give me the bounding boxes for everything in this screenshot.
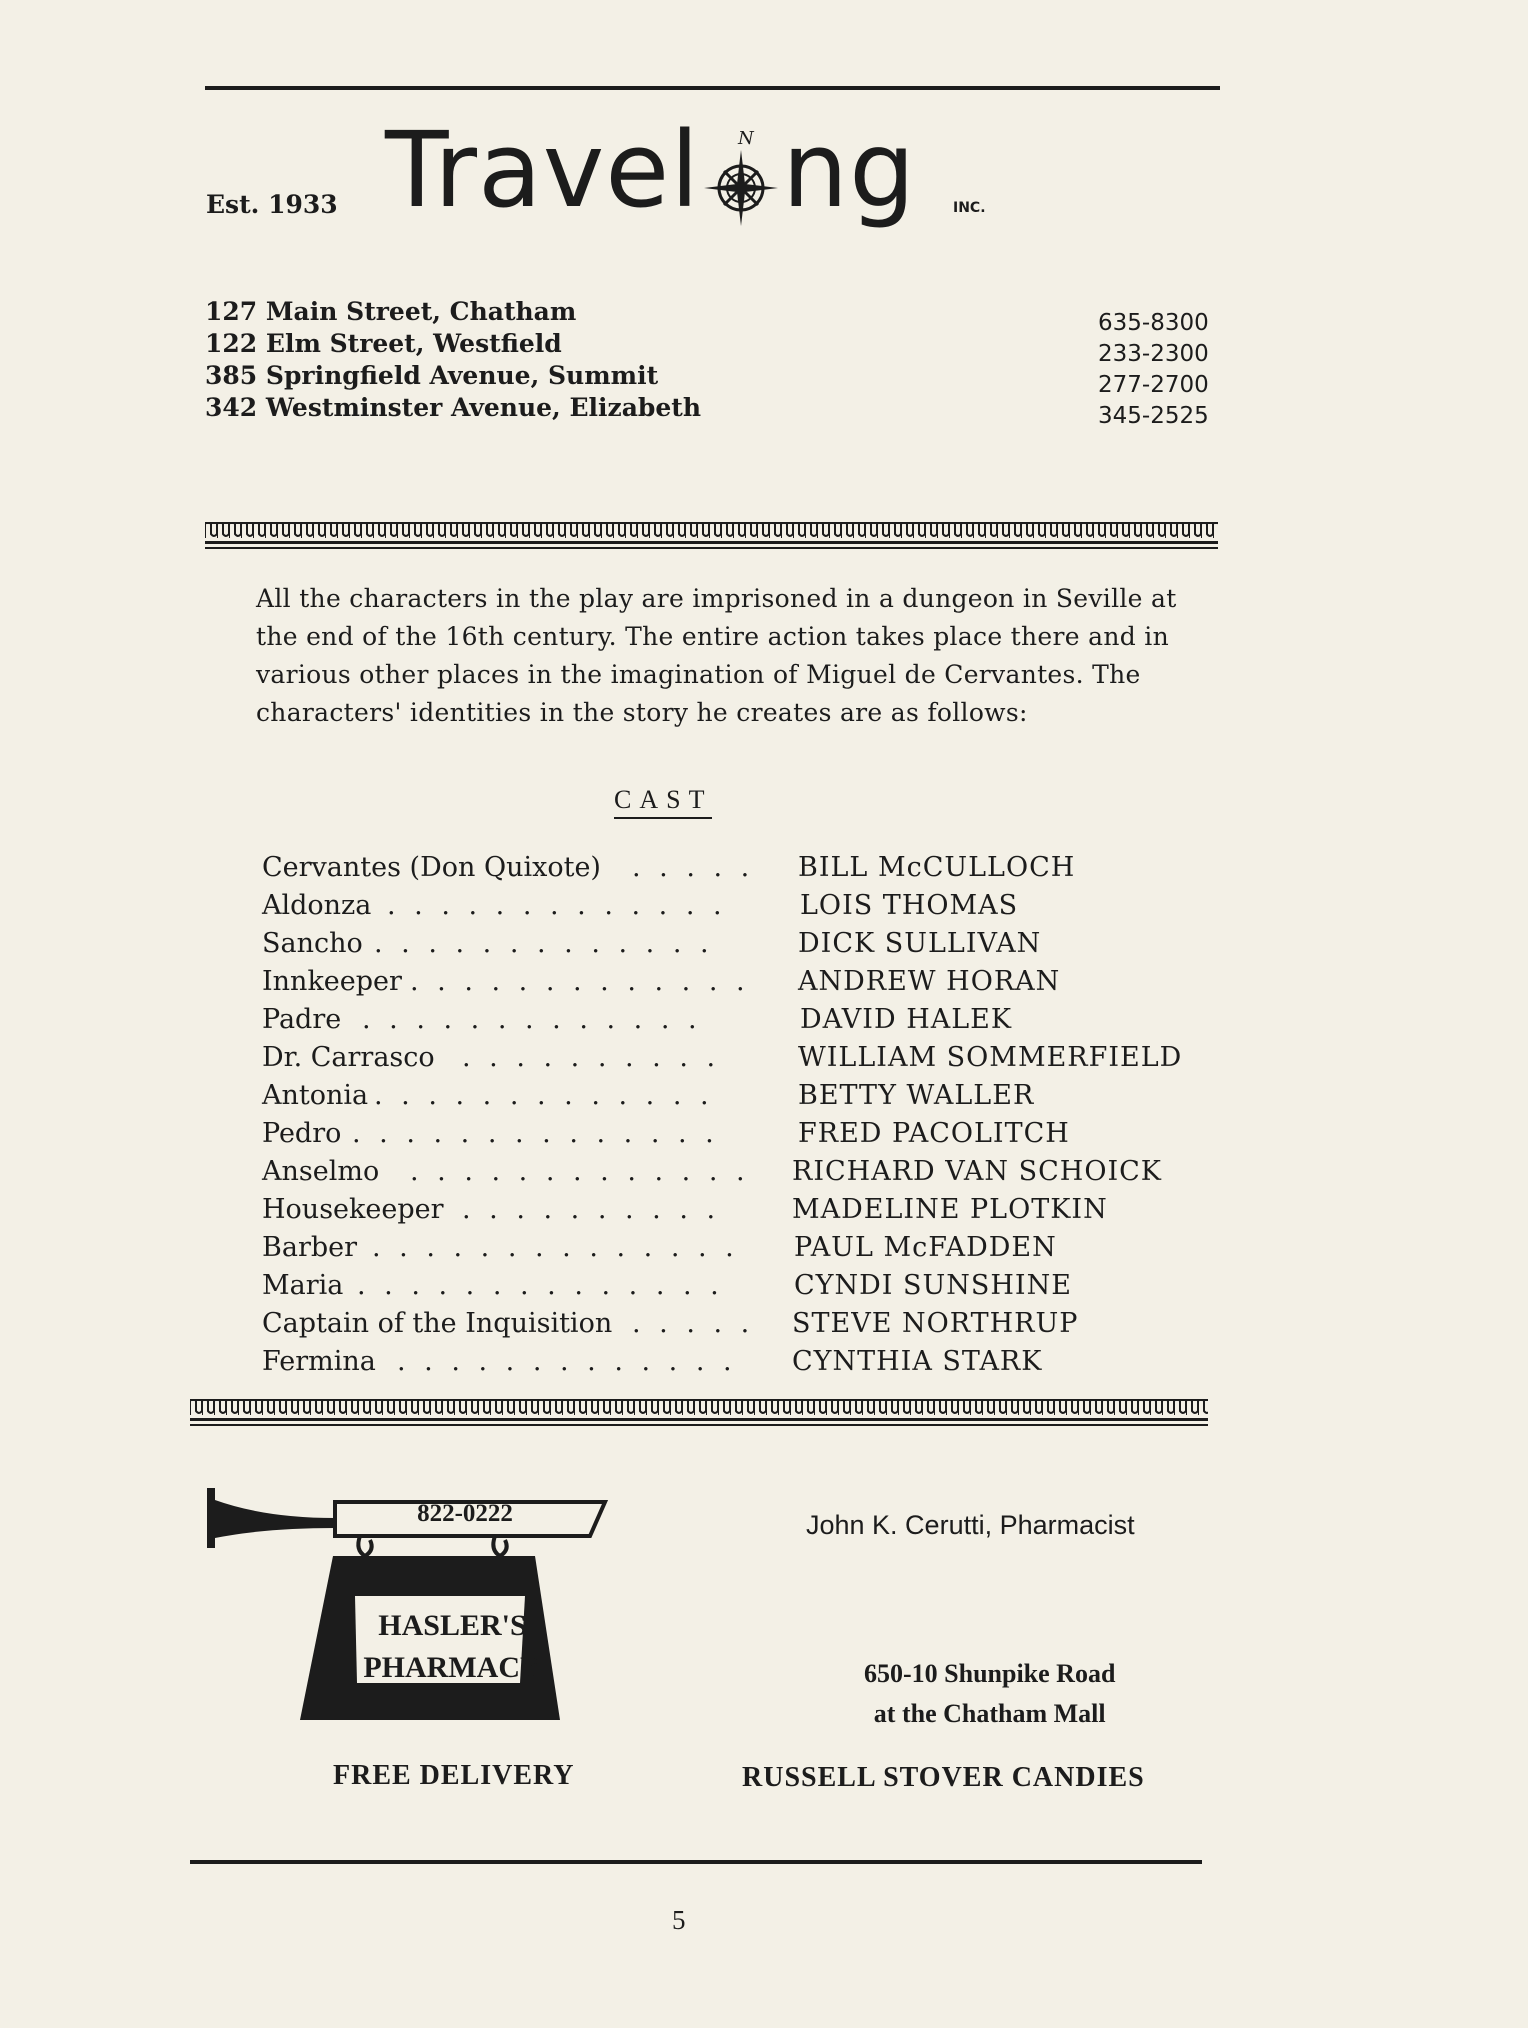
role-name: Sancho <box>262 928 363 959</box>
pharmacy-address <box>864 1654 1115 1734</box>
leader-dots: . . . . . . . . . . <box>462 1042 721 1073</box>
actor-name: WILLIAM SOMMERFIELD <box>798 1042 1183 1073</box>
actor-name: MADELINE PLOTKIN <box>792 1194 1108 1225</box>
phone-list <box>1098 308 1209 432</box>
address-line: at the Chatham Mall <box>873 1699 1106 1728</box>
leader-dots: . . . . . . . . . . . . . <box>410 1156 750 1187</box>
bottom-rule <box>190 1860 1202 1864</box>
page-number: 5 <box>672 1905 686 1935</box>
cast-row <box>262 1080 1242 1118</box>
actor-name: ANDREW HORAN <box>798 966 1061 997</box>
role-name: Housekeeper <box>262 1194 444 1225</box>
decorative-border-top <box>205 520 1218 550</box>
role-name: Cervantes (Don Quixote) <box>262 852 601 883</box>
address-list <box>205 296 701 424</box>
leader-dots: . . . . . . . . . . <box>462 1194 721 1225</box>
actor-name: BETTY WALLER <box>798 1080 1035 1111</box>
decorative-border-bottom <box>190 1397 1208 1427</box>
phone-number: 345-2525 <box>1098 403 1209 429</box>
address-line: 650-10 Shunpike Road <box>864 1659 1116 1688</box>
leader-dots: . . . . . . . . . . . . . . <box>352 1118 719 1149</box>
leader-dots: . . . . . . . . . . . . . <box>410 966 750 997</box>
pharmacist-name: John K. Cerutti, Pharmacist <box>806 1510 1135 1540</box>
address-line: 127 Main Street, Chatham <box>205 297 577 326</box>
leader-dots: . . . . . . . . . . . . . . <box>357 1270 724 1301</box>
cast-row <box>262 1118 1242 1156</box>
role-name: Maria <box>262 1270 344 1301</box>
candies-text: RUSSELL STOVER CANDIES <box>742 1762 1145 1793</box>
pharmacy-sign <box>340 1605 565 1689</box>
actor-name: FRED PACOLITCH <box>798 1118 1070 1149</box>
logo-text-right: ng <box>782 108 917 231</box>
leader-dots: . . . . . . . . . . . . . <box>362 1004 702 1035</box>
cast-row <box>262 928 1242 966</box>
leader-dots: . . . . . <box>632 1308 755 1339</box>
cast-row <box>262 1194 1242 1232</box>
inc-label: INC. <box>953 200 986 216</box>
cast-row <box>262 852 1242 890</box>
role-name: Antonia <box>262 1080 369 1111</box>
established-year: Est. 1933 <box>206 190 338 219</box>
top-rule <box>205 86 1220 90</box>
traveling-logo <box>385 108 917 231</box>
leader-dots: . . . . . . . . . . . . . <box>397 1346 737 1377</box>
actor-name: DAVID HALEK <box>800 1004 1013 1035</box>
sign-line: PHARMACY <box>363 1651 542 1684</box>
cast-row <box>262 1156 1242 1194</box>
actor-name: BILL McCULLOCH <box>798 852 1076 883</box>
logo-text-left: Travel <box>385 108 701 231</box>
role-name: Fermina <box>262 1346 376 1377</box>
leader-dots: . . . . . . . . . . . . . . <box>372 1232 739 1263</box>
actor-name: LOIS THOMAS <box>800 890 1019 921</box>
leader-dots: . . . . . . . . . . . . . <box>374 928 714 959</box>
actor-name: DICK SULLIVAN <box>798 928 1042 959</box>
role-name: Captain of the Inquisition <box>262 1308 613 1339</box>
free-delivery: FREE DELIVERY <box>333 1760 575 1791</box>
leader-dots: . . . . . . . . . . . . . <box>374 1080 714 1111</box>
intro-paragraph: All the characters in the play are imprisoned in a dungeon in Seville at the end of the 16th century. The entire action takes place there and in various other places in the imagination of Miguel de Cervantes. The characters' identities in the story he creates are as follows: <box>256 584 1177 727</box>
role-name: Innkeeper <box>262 966 402 997</box>
actor-name: STEVE NORTHRUP <box>792 1308 1079 1339</box>
phone-number: 233-2300 <box>1098 341 1209 367</box>
role-name: Pedro <box>262 1118 342 1149</box>
role-name: Anselmo <box>262 1156 380 1187</box>
role-name: Aldonza <box>262 890 372 921</box>
role-name: Dr. Carrasco <box>262 1042 435 1073</box>
cast-row <box>262 1346 1242 1384</box>
cast-row <box>262 1232 1242 1270</box>
cast-row <box>262 1270 1242 1308</box>
actor-name: RICHARD VAN SCHOICK <box>792 1156 1162 1187</box>
compass-icon <box>702 126 780 226</box>
role-name: Barber <box>262 1232 358 1263</box>
cast-list <box>262 852 1242 1384</box>
address-line: 122 Elm Street, Westfield <box>205 329 562 358</box>
actor-name: CYNTHIA STARK <box>792 1346 1043 1377</box>
cast-title: CAST <box>614 785 712 819</box>
sign-line: HASLER'S <box>378 1609 527 1642</box>
address-line: 385 Springfield Avenue, Summit <box>205 361 659 390</box>
address-line: 342 Westminster Avenue, Elizabeth <box>205 393 702 422</box>
cast-row <box>262 1004 1242 1042</box>
cast-row <box>262 1308 1242 1346</box>
cast-row <box>262 890 1242 928</box>
actor-name: PAUL McFADDEN <box>794 1232 1057 1263</box>
phone-number: 635-8300 <box>1098 310 1209 336</box>
compass-north-letter: N <box>738 127 755 149</box>
phone-number: 277-2700 <box>1098 372 1209 398</box>
cast-row <box>262 966 1242 1004</box>
actor-name: CYNDI SUNSHINE <box>794 1270 1072 1301</box>
leader-dots: . . . . . <box>632 852 755 883</box>
pharmacy-phone: 822-0222 <box>417 1500 513 1527</box>
role-name: Padre <box>262 1004 342 1035</box>
leader-dots: . . . . . . . . . . . . . <box>387 890 727 921</box>
cast-row <box>262 1042 1242 1080</box>
